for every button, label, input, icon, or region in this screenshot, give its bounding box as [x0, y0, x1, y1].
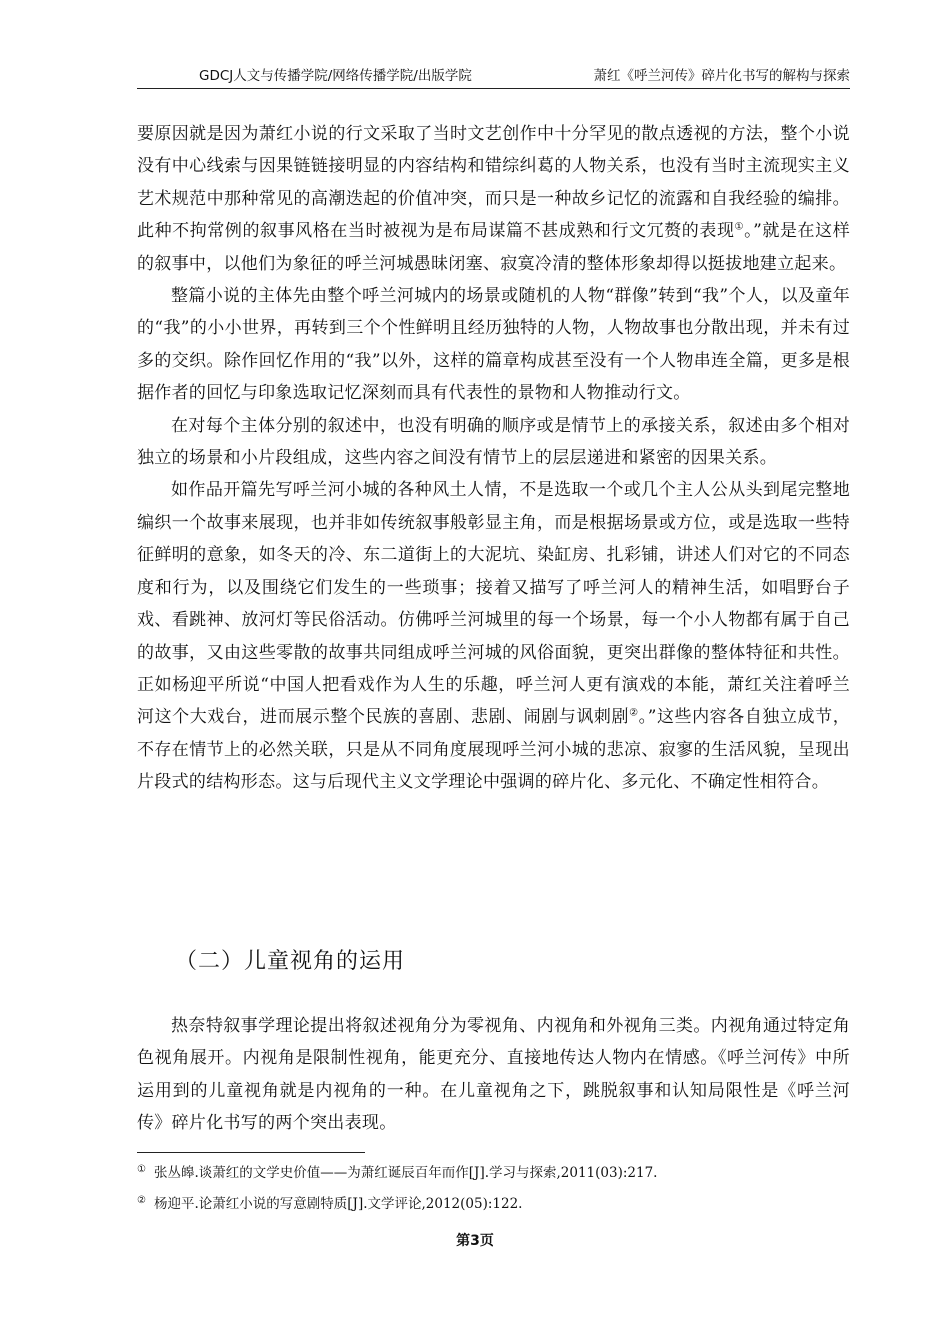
header-paper-title: 萧红《呼兰河传》碎片化书写的解构与探索 — [593, 68, 850, 84]
paragraph-2: 整篇小说的主体先由整个呼兰河城内的场景或随机的人物“群像”转到“我”个人，以及童年的“我”的小小世界，再转到三个个性鲜明且经历独特的人物，人物故事也分散出现，并未有过多的交织。除作回忆作用的“我”以外，这样的篇章构成甚至没有一个人物串连全篇，更多是根据作者的回忆与印象选取记忆深刻而具有代表性的景物和人物推动行文。 — [137, 286, 850, 404]
footnote-2 — [137, 1189, 850, 1220]
header-institution: GDCJ人文与传播学院/网络传播学院/出版学院 — [199, 68, 472, 84]
paragraph-4 — [137, 474, 850, 798]
footnote-divider — [137, 1152, 365, 1153]
paragraph-1 — [137, 118, 850, 280]
footnote-2-text: 杨迎平.论萧红小说的写意剧特质[J].文学评论,2012(05):122. — [153, 1196, 523, 1212]
paragraph-3: 在对每个主体分别的叙述中，也没有明确的顺序或是情节上的承接关系，叙述由多个相对独立的场景和小片段组成，这些内容之间没有情节上的层层递进和紧密的因果关系。 — [137, 415, 850, 469]
section-paragraph: 热奈特叙事学理论提出将叙述视角分为零视角、内视角和外视角三类。内视角通过特定角色视角展开。内视角是限制性视角，能更充分、直接地传达人物内在情感。《呼兰河传》中所运用到的儿童视角就是内视角的一种。在儿童视角之下，跳脱叙事和认知局限性是《呼兰河传》碎片化书写的两个突出表现。 — [137, 1016, 850, 1134]
main-body — [137, 118, 850, 799]
footnotes — [137, 1158, 850, 1220]
paragraph-1-text-b: 。”就是在这样的叙事中，以他们为象征的呼兰河城愚昧闭塞、寂寞冷清的整体形象却得以挺拔地建立起来。 — [137, 221, 850, 274]
footnote-1-text: 张丛皞.谈萧红的文学史价值——为萧红诞辰百年而作[J].学习与探索,2011(03):217. — [153, 1165, 658, 1181]
footnote-1-mark: ① — [137, 1163, 146, 1175]
paragraph-1-text-a: 要原因就是因为萧红小说的行文采取了当时文艺创作中十分罕见的散点透视的方法，整个小说没有中心线索与因果链链接明显的内容结构和错综纠葛的人物关系，也没有当时主流现实主义艺术规范中那种常见的高潮迭起的价值冲突，而只是一种故乡记忆的流露和自我经验的编排。此种不拘常例的叙事风格在当时被视为是布局谋篇不甚成熟和行文冗赘的表现 — [137, 124, 850, 242]
paragraph-4-text-b: 。”这些内容各自独立成节，不存在情节上的必然关联，只是从不同角度展现呼兰河小城的悲凉、寂寥的生活风貌，呈现出片段式的结构形态。这与后现代主义文学理论中强调的碎片化、多元化、不确定性相符合。 — [137, 707, 851, 793]
running-header — [137, 66, 850, 89]
section-body — [137, 1010, 850, 1140]
section-heading: （二）儿童视角的运用 — [175, 949, 406, 974]
footnote-ref-1: ① — [734, 221, 745, 233]
footnote-ref-2: ② — [629, 707, 639, 719]
footnote-2-mark: ② — [137, 1194, 146, 1206]
paragraph-4-text-a: 如作品开篇先写呼兰河小城的各种风土人情，不是选取一个或几个主人公从头到尾完整地编织一个故事来展现，也并非如传统叙事般彰显主角，而是根据场景或方位，或是选取一些特征鲜明的意象，如冬天的冷、东二道街上的大泥坑、染缸房、扎彩铺，讲述人们对它的不同态度和行为，以及围绕它们发生的一些琐事；接着又描写了呼兰河人的精神生活，如唱野台子戏、看跳神、放河灯等民俗活动。仿佛呼兰河城里的每一个场景，每一个小人物都有属于自己的故事，又由这些零散的故事共同组成呼兰河城的风俗面貌，更突出群像的整体特征和共性。正如杨迎平所说“中国人把看戏作为人生的乐趣，呼兰河人更有演戏的本能，萧红关注着呼兰河这个大戏台，进而展示整个民族的喜剧、悲剧、闹剧与讽刺剧 — [137, 480, 850, 728]
footnote-1 — [137, 1158, 850, 1189]
page-number: 第3页 — [456, 1233, 494, 1249]
